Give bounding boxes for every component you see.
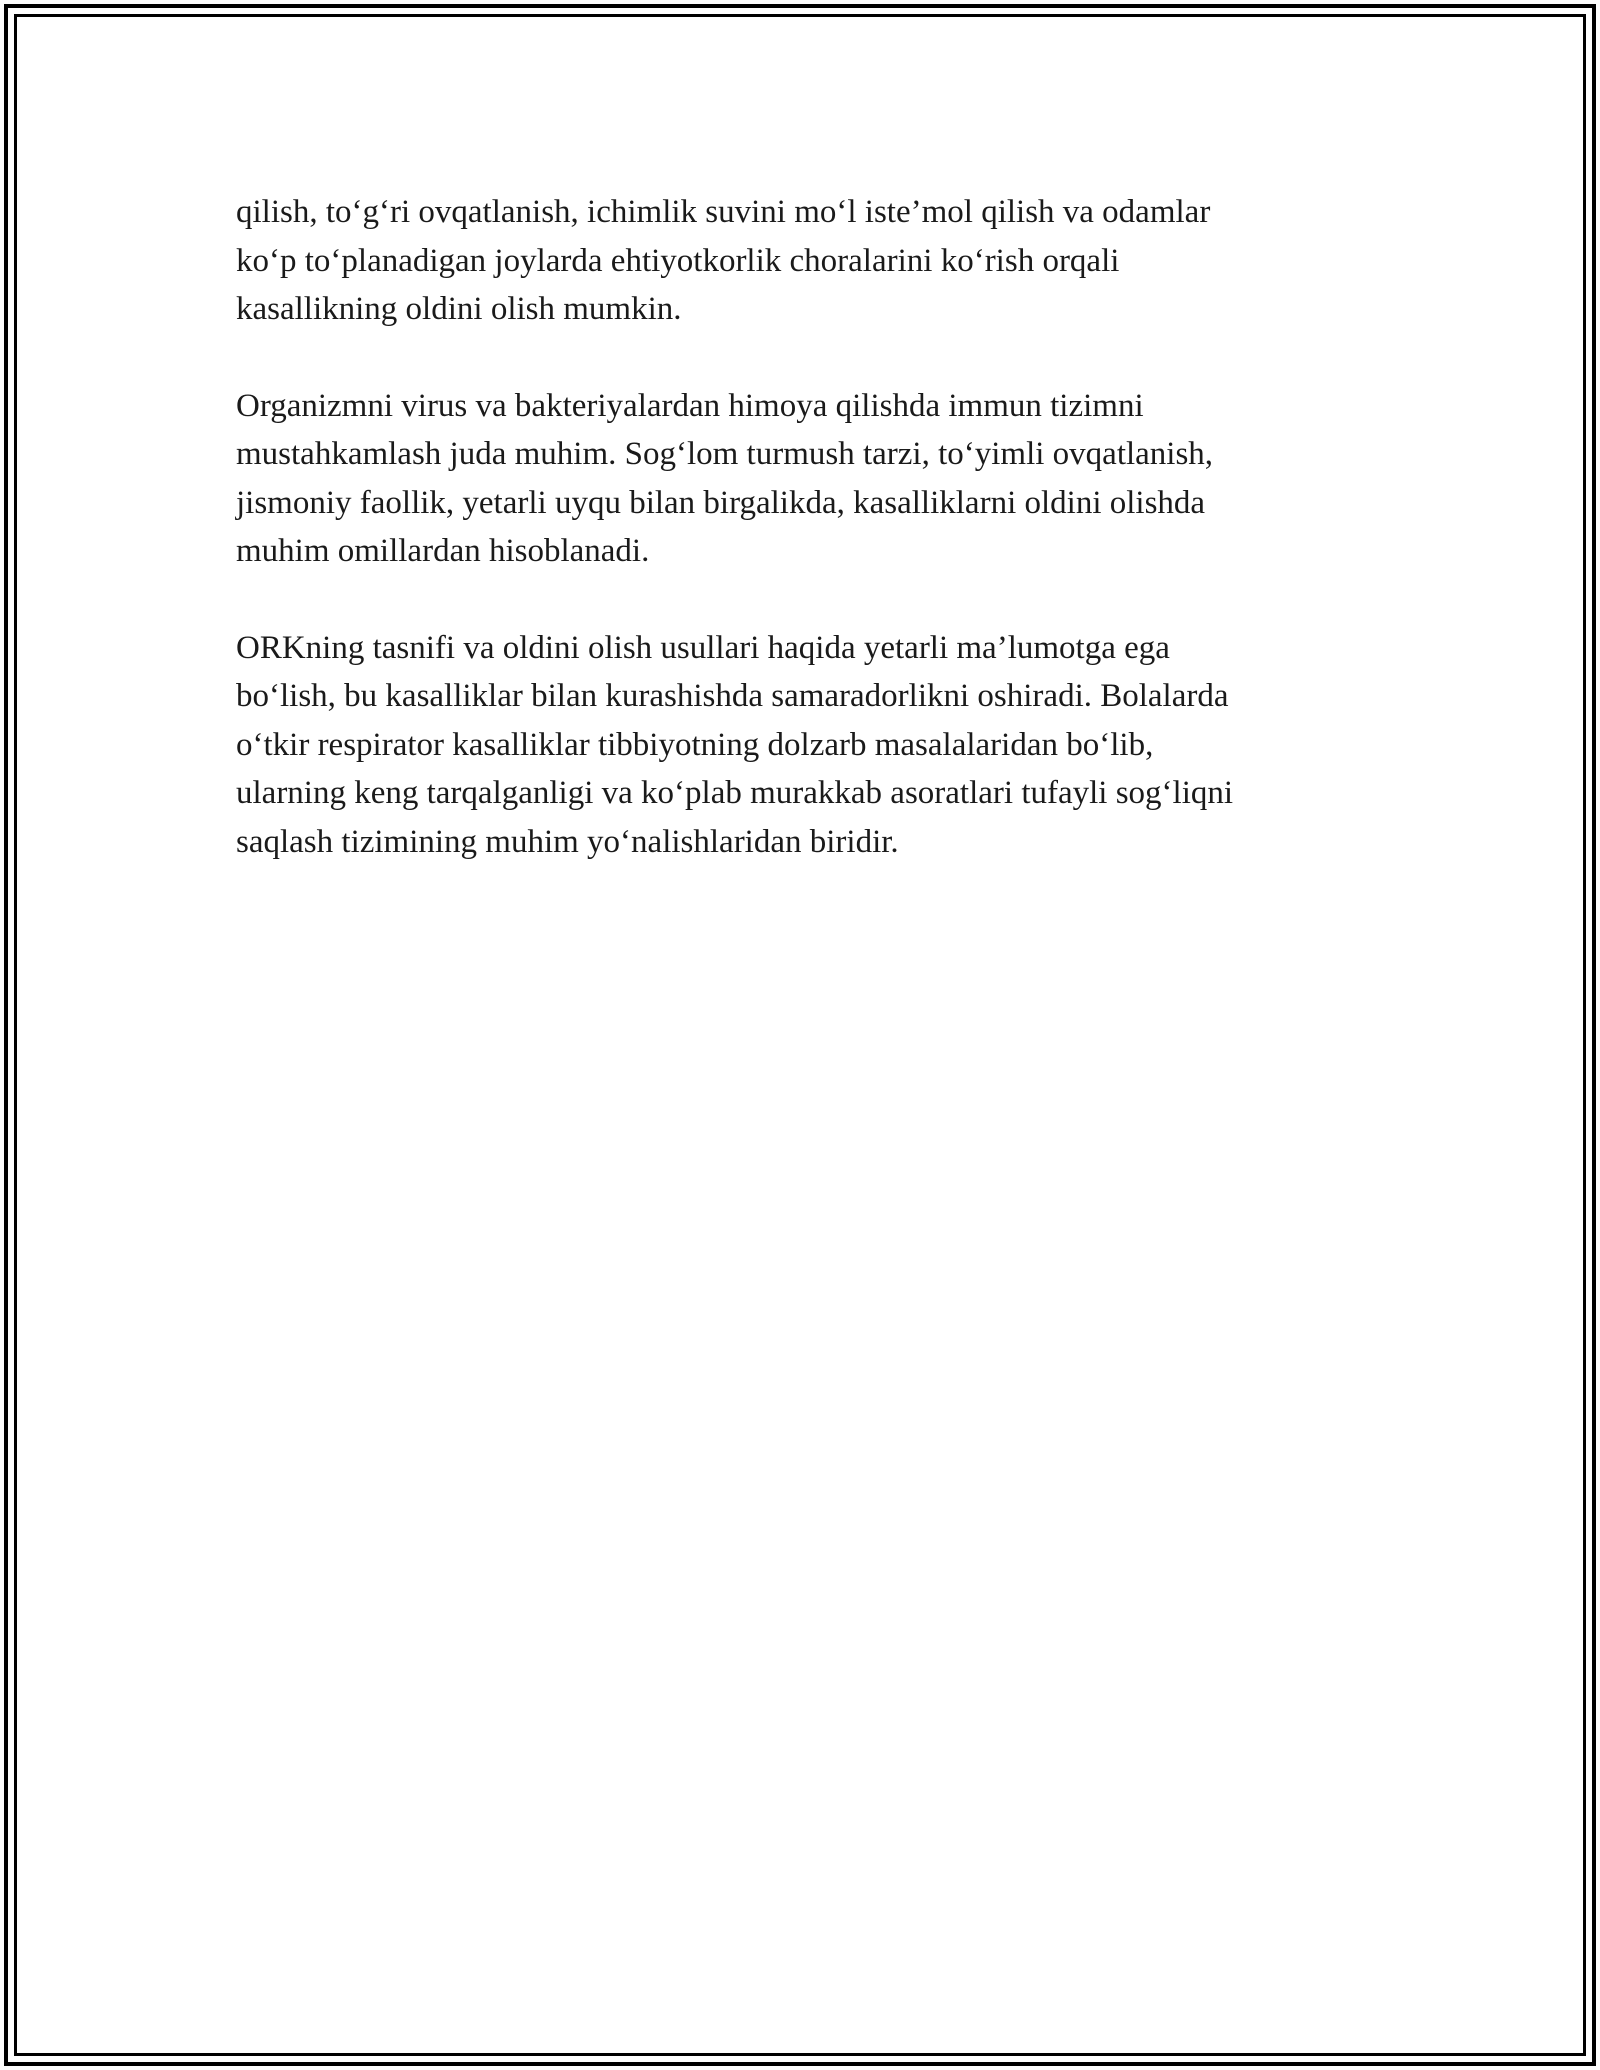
paragraph-1 bbox=[236, 188, 1366, 334]
text-line: qilish, to‘g‘ri ovqatlanish, ichimlik suvini mo‘l iste’mol qilish va odamlar bbox=[236, 194, 1211, 230]
text-line: saqlash tizimining muhim yo‘nalishlaridan biridir. bbox=[236, 823, 899, 860]
document-body bbox=[236, 188, 1366, 914]
text-line: o‘tkir respirator kasalliklar tibbiyotning dolzarb masalalaridan bo‘lib, bbox=[236, 726, 1154, 763]
text-line: kasallikning oldini olish mumkin. bbox=[236, 291, 682, 327]
paragraph-3 bbox=[236, 624, 1366, 867]
text-line: mustahkamlash juda muhim. Sog‘lom turmush tarzi, to‘yimli ovqatlanish, bbox=[236, 436, 1214, 472]
paragraph-2 bbox=[236, 382, 1366, 576]
text-line: jismoniy faollik, yetarli uyqu bilan birgalikda, kasalliklarni oldini olishda bbox=[236, 484, 1206, 521]
text-line: Organizmni virus va bakteriyalardan himoya qilishda immun tizimni bbox=[236, 387, 1144, 424]
text-line: ularning keng tarqalganligi va ko‘plab murakkab asoratlari tufayli sog‘liqni bbox=[236, 775, 1234, 811]
text-line: ko‘p to‘planadigan joylarda ehtiyotkorlik choralarini ko‘rish orqali bbox=[236, 242, 1120, 279]
text-line: muhim omillardan hisoblanadi. bbox=[236, 533, 650, 569]
text-line: bo‘lish, bu kasalliklar bilan kurashishda samaradorlikni oshiradi. Bolalarda bbox=[236, 678, 1229, 714]
text-line: ORKning tasnifi va oldini olish usullari haqida yetarli ma’lumotga ega bbox=[236, 629, 1170, 666]
